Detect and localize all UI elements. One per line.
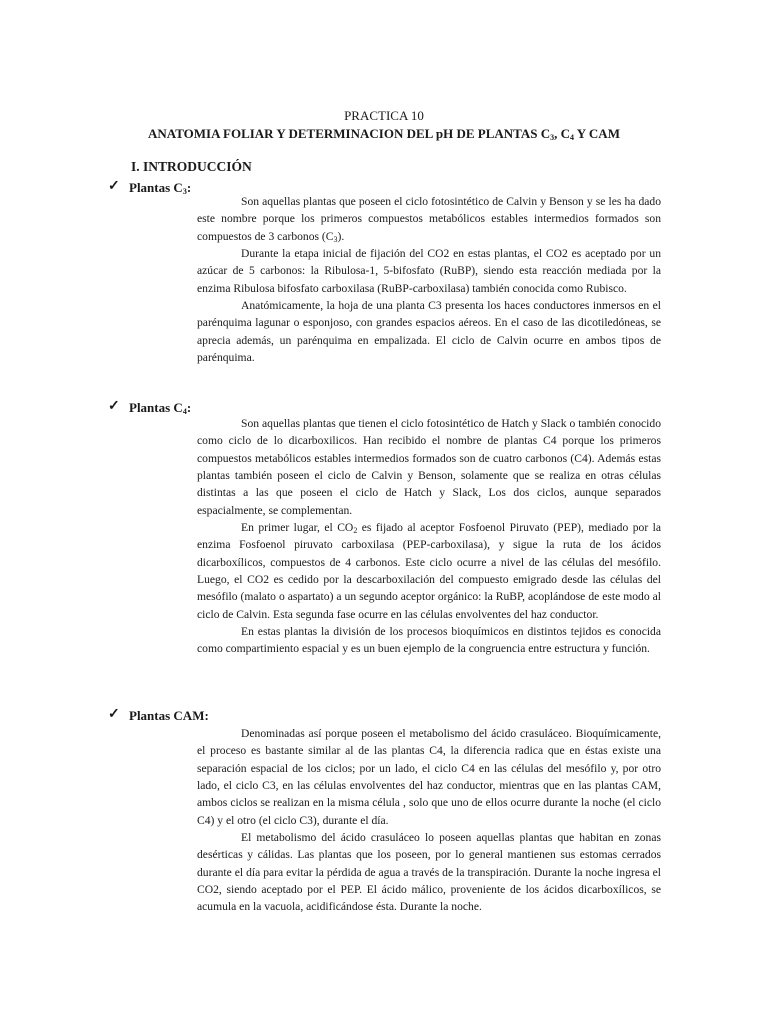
subscript: 3 — [333, 234, 338, 244]
paragraph-text: es fijado al aceptor Fosfoenol Piruvato (PEP), mediado por la enzima Fosfoenol piruvato carboxilasa (PEP-carboxilasa), y sigue la ruta de los ácidos dicarboxílicos, compuestos de 4 carbonos. Este ciclo ocurre a nivel de las células del mesófilo. Luego, el CO2 es cedido por la descarboxilación del compuesto emigrado desde las células del mesófilo (malato o aspartato) a un segundo aceptor orgánico: la RuBP, acoplándose de este modo al ciclo de Calvin. Esta segunda fase ocurre en las células envolventes del haz conductor. — [197, 521, 661, 621]
section-c4-colon: : — [186, 400, 192, 415]
paragraph: El metabolismo del ácido crasuláceo lo poseen aquellas plantas que habitan en zonas desérticas y cálidas. Las plantas que los poseen, por lo general mantienen sus estomas cerrados durante el día para evitar la pérdida de agua a través de la transpiración. Durante la noche ingresa el CO2, siendo aceptado por el PEP. El ácido málico, proveniente de los ácidos dicarboxílicos, se acumula en la vacuola, acidificándose ésta. Durante la noche. — [197, 831, 661, 914]
section-c3-colon: : — [186, 180, 192, 195]
title-text-1: ANATOMIA FOLIAR Y DETERMINACION DEL pH DE PLANTAS C — [148, 126, 551, 141]
paragraph: En estas plantas la división de los procesos bioquímicos en distintos tejidos es conocida como compartimiento espacial y es un buen ejemplo de la congruencia entre estructura y función. — [197, 625, 661, 656]
paragraph — [197, 193, 661, 245]
subscript: 2 — [353, 526, 358, 536]
paragraph-text: Son aquellas plantas que poseen el ciclo fotosintético de Calvin y Benson y se les ha dado este nombre porque los primeros compuestos metabólicos estables intermedios formados son compuestos de 3 carbonos (C — [197, 195, 661, 243]
introduction-heading: I. INTRODUCCIÓN — [131, 159, 252, 174]
section-body-cam — [197, 725, 661, 916]
title-subscript-2: 4 — [570, 133, 574, 142]
document-title — [0, 126, 768, 142]
section-c4-label: Plantas C — [129, 400, 183, 415]
paragraph: Son aquellas plantas que tienen el ciclo fotosintético de Hatch y Slack o también conocido como ciclo de lo dicarboxilicos. Han recibido el nombre de plantas C4 porque los primeros compuestos metabólicos estables intermedios formados son de cuatro carbonos (C4). Además estas plantas también poseen el ciclo de Calvin y Benson, solamente que se realiza en otras células distintas a las que poseen el ciclo de Hatch y Slack, Los dos ciclos, aunque separados espacialmente, se complementan. — [197, 417, 661, 517]
section-c4-subscript: 4 — [182, 407, 187, 416]
paragraph: Anatómicamente, la hoja de una planta C3 presenta los haces conductores inmersos en el parénquima lagunar o esponjoso, con grandes espacios aéreos. En el caso de las dicotiledóneas, se aprecia además, un parénquima en empalizada. El ciclo de Calvin ocurre en ambos tipos de parénquima. — [197, 299, 661, 365]
section-heading-cam: Plantas CAM: — [129, 708, 209, 723]
title-text-3: Y CAM — [574, 126, 620, 141]
checkmark-icon: ✓ — [108, 179, 120, 194]
section-body-c4 — [197, 415, 661, 658]
section-heading-c3 — [129, 180, 191, 196]
paragraph-text: En primer lugar, el CO — [241, 521, 354, 535]
paragraph-text: ). — [337, 229, 345, 243]
section-body-c3 — [197, 193, 661, 366]
paragraph: Denominadas así porque poseen el metabolismo del ácido crasuláceo. Bioquímicamente, el proceso es bastante similar al de las plantas C4, la diferencia radica que en éstas existe una separación espacial de los ciclos; por un lado, el ciclo C4 en las células del mesófilo y, por otro lado, el ciclo C3, en las células envolventes del haz conductor, mientras que en las plantas CAM, ambos ciclos se realizan en la misma célula , solo que uno de ellos ocurre durante la noche (el ciclo C4) y el otro (el ciclo C3), durante el día. — [197, 727, 661, 827]
section-c3-subscript: 3 — [182, 187, 187, 196]
paragraph — [197, 519, 661, 623]
paragraph: Durante la etapa inicial de fijación del CO2 en estas plantas, el CO2 es aceptado por un azúcar de 5 carbonos: la Ribulosa-1, 5-bifosfato (RuBP), siendo esta reacción mediada por la enzima Ribulosa bifosfato carboxilasa (RuBP-carboxilasa) también conocida como Rubisco. — [197, 247, 661, 295]
section-heading-c4 — [129, 400, 191, 416]
title-text-2: , C — [554, 126, 570, 141]
checkmark-icon: ✓ — [108, 707, 120, 722]
title-subscript-1: 3 — [550, 133, 555, 142]
checkmark-icon: ✓ — [108, 399, 120, 414]
section-c3-label: Plantas C — [129, 180, 183, 195]
practice-number: PRACTICA 10 — [344, 108, 424, 123]
